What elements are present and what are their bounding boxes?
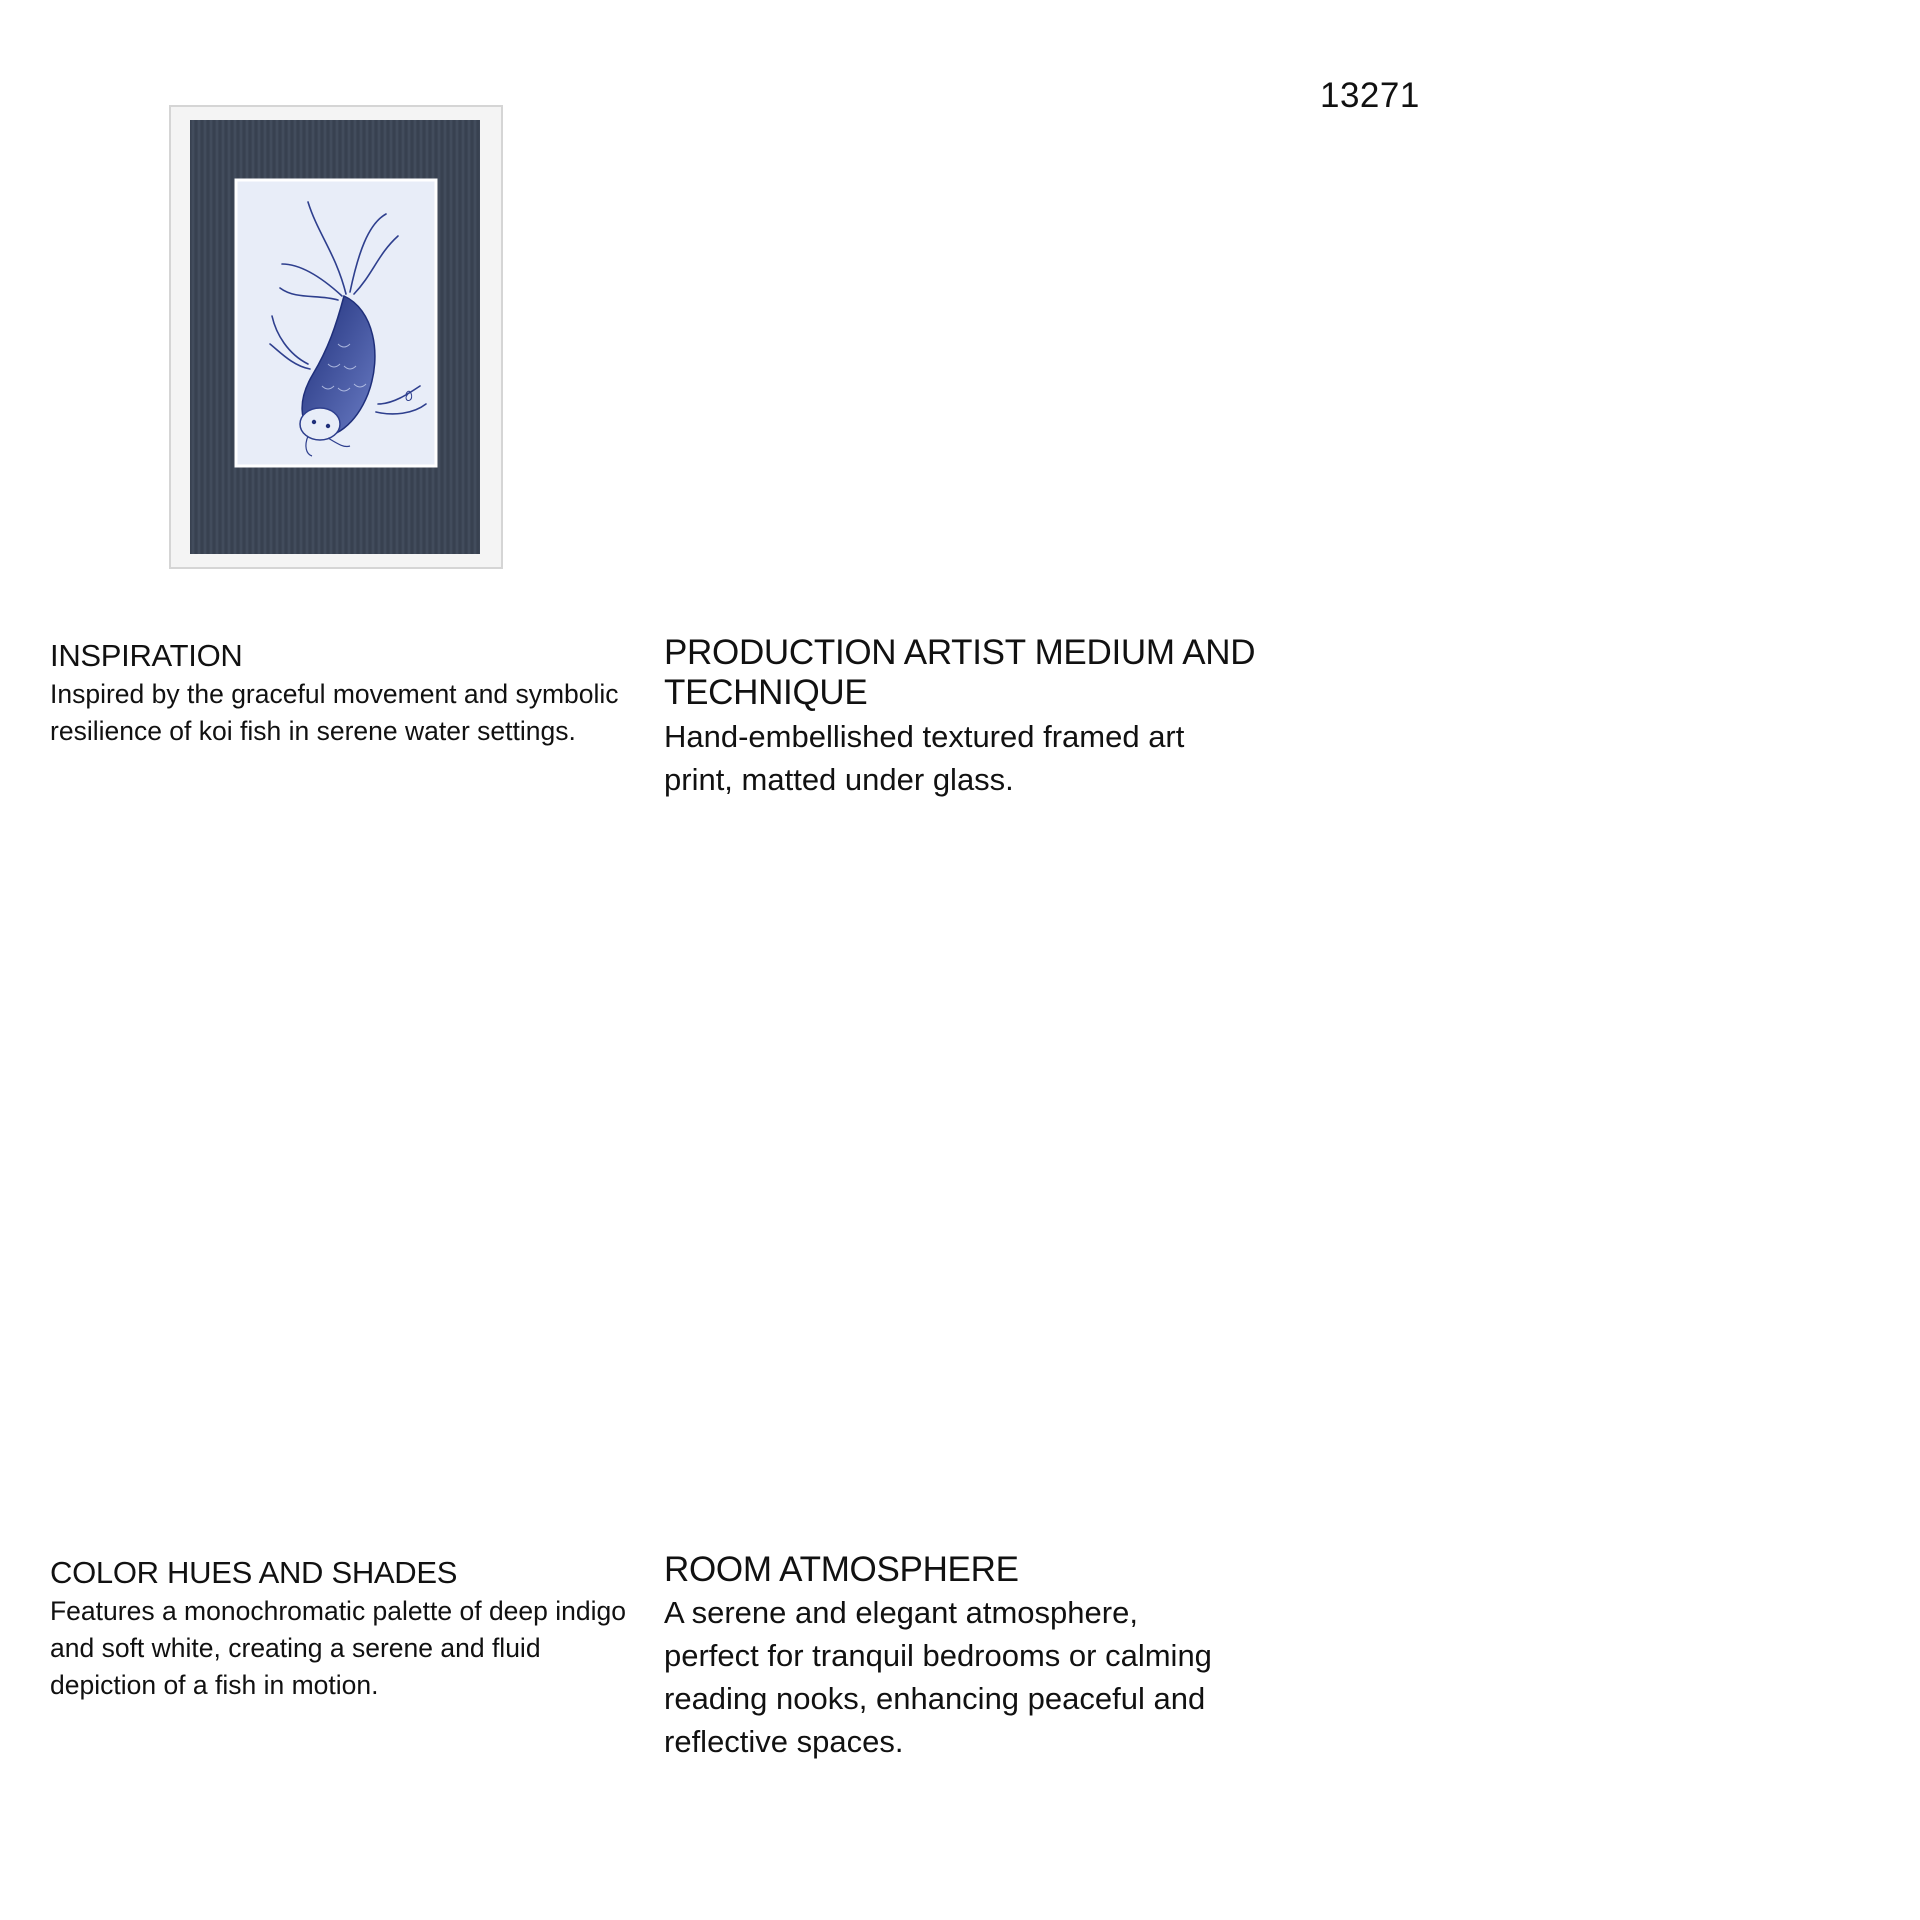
production-section xyxy=(664,633,1464,801)
product-sku: 13271 xyxy=(1320,76,1420,115)
koi-fish-framed-print-icon xyxy=(168,104,504,572)
framed-artwork-image xyxy=(168,104,504,572)
color-text: Features a monochromatic palette of deep indigo and soft white, creating a serene and fluid depiction of a fish in motion. xyxy=(50,1595,626,1700)
color-section xyxy=(50,1555,630,1704)
room-atmosphere-heading: ROOM ATMOSPHERE xyxy=(664,1550,1019,1589)
color-heading: COLOR HUES AND SHADES xyxy=(50,1555,458,1590)
inspiration-heading: INSPIRATION xyxy=(50,638,243,673)
production-text: Hand-embellished textured framed art print, matted under glass. xyxy=(664,718,1185,797)
inspiration-section xyxy=(50,638,630,750)
production-heading: PRODUCTION ARTIST MEDIUM AND TECHNIQUE xyxy=(664,633,1256,713)
room-atmosphere-section xyxy=(664,1550,1224,1763)
room-atmosphere-text: A serene and elegant atmosphere, perfect for tranquil bedrooms or calming reading nooks, enhancing peaceful and reflective spaces. xyxy=(664,1595,1212,1760)
inspiration-text: Inspired by the graceful movement and symbolic resilience of koi fish in serene water settings. xyxy=(50,678,619,746)
